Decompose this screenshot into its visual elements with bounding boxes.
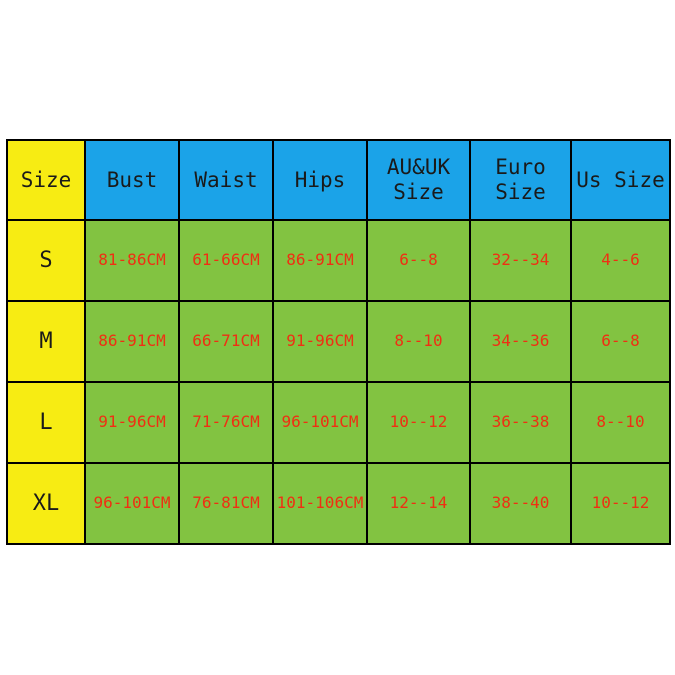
cell-bust: 96-101CM — [85, 463, 179, 544]
size-chart-container — [6, 139, 669, 545]
column-header-size: Size — [7, 140, 85, 220]
table-row — [7, 301, 670, 382]
table-row — [7, 463, 670, 544]
cell-hips: 91-96CM — [273, 301, 367, 382]
cell-euro-size: 32--34 — [470, 220, 571, 301]
cell-bust: 86-91CM — [85, 301, 179, 382]
cell-euro-size: 34--36 — [470, 301, 571, 382]
column-header-au-uk-size-line2: Size — [393, 180, 444, 204]
cell-hips: 86-91CM — [273, 220, 367, 301]
cell-us-size: 4--6 — [571, 220, 670, 301]
table-row — [7, 220, 670, 301]
cell-euro-size: 38--40 — [470, 463, 571, 544]
cell-us-size: 6--8 — [571, 301, 670, 382]
column-header-au-uk-size — [367, 140, 470, 220]
cell-hips: 96-101CM — [273, 382, 367, 463]
column-header-euro-size-line1: Euro — [495, 155, 546, 180]
table-row — [7, 382, 670, 463]
cell-waist: 76-81CM — [179, 463, 273, 544]
cell-au-uk-size: 10--12 — [367, 382, 470, 463]
column-header-us-size: Us Size — [571, 140, 670, 220]
table-header-row — [7, 140, 670, 220]
column-header-euro-size — [470, 140, 571, 220]
cell-euro-size: 36--38 — [470, 382, 571, 463]
column-header-euro-size-line2: Size — [495, 180, 546, 204]
size-chart-table — [6, 139, 671, 545]
column-header-hips: Hips — [273, 140, 367, 220]
column-header-waist: Waist — [179, 140, 273, 220]
cell-waist: 71-76CM — [179, 382, 273, 463]
row-size-label: XL — [7, 463, 85, 544]
cell-bust: 91-96CM — [85, 382, 179, 463]
cell-us-size: 8--10 — [571, 382, 670, 463]
cell-waist: 66-71CM — [179, 301, 273, 382]
cell-bust: 81-86CM — [85, 220, 179, 301]
cell-waist: 61-66CM — [179, 220, 273, 301]
row-size-label: M — [7, 301, 85, 382]
row-size-label: L — [7, 382, 85, 463]
cell-us-size: 10--12 — [571, 463, 670, 544]
cell-hips: 101-106CM — [273, 463, 367, 544]
cell-au-uk-size: 12--14 — [367, 463, 470, 544]
row-size-label: S — [7, 220, 85, 301]
column-header-au-uk-size-line1: AU&UK — [386, 155, 451, 180]
cell-au-uk-size: 6--8 — [367, 220, 470, 301]
column-header-bust: Bust — [85, 140, 179, 220]
cell-au-uk-size: 8--10 — [367, 301, 470, 382]
